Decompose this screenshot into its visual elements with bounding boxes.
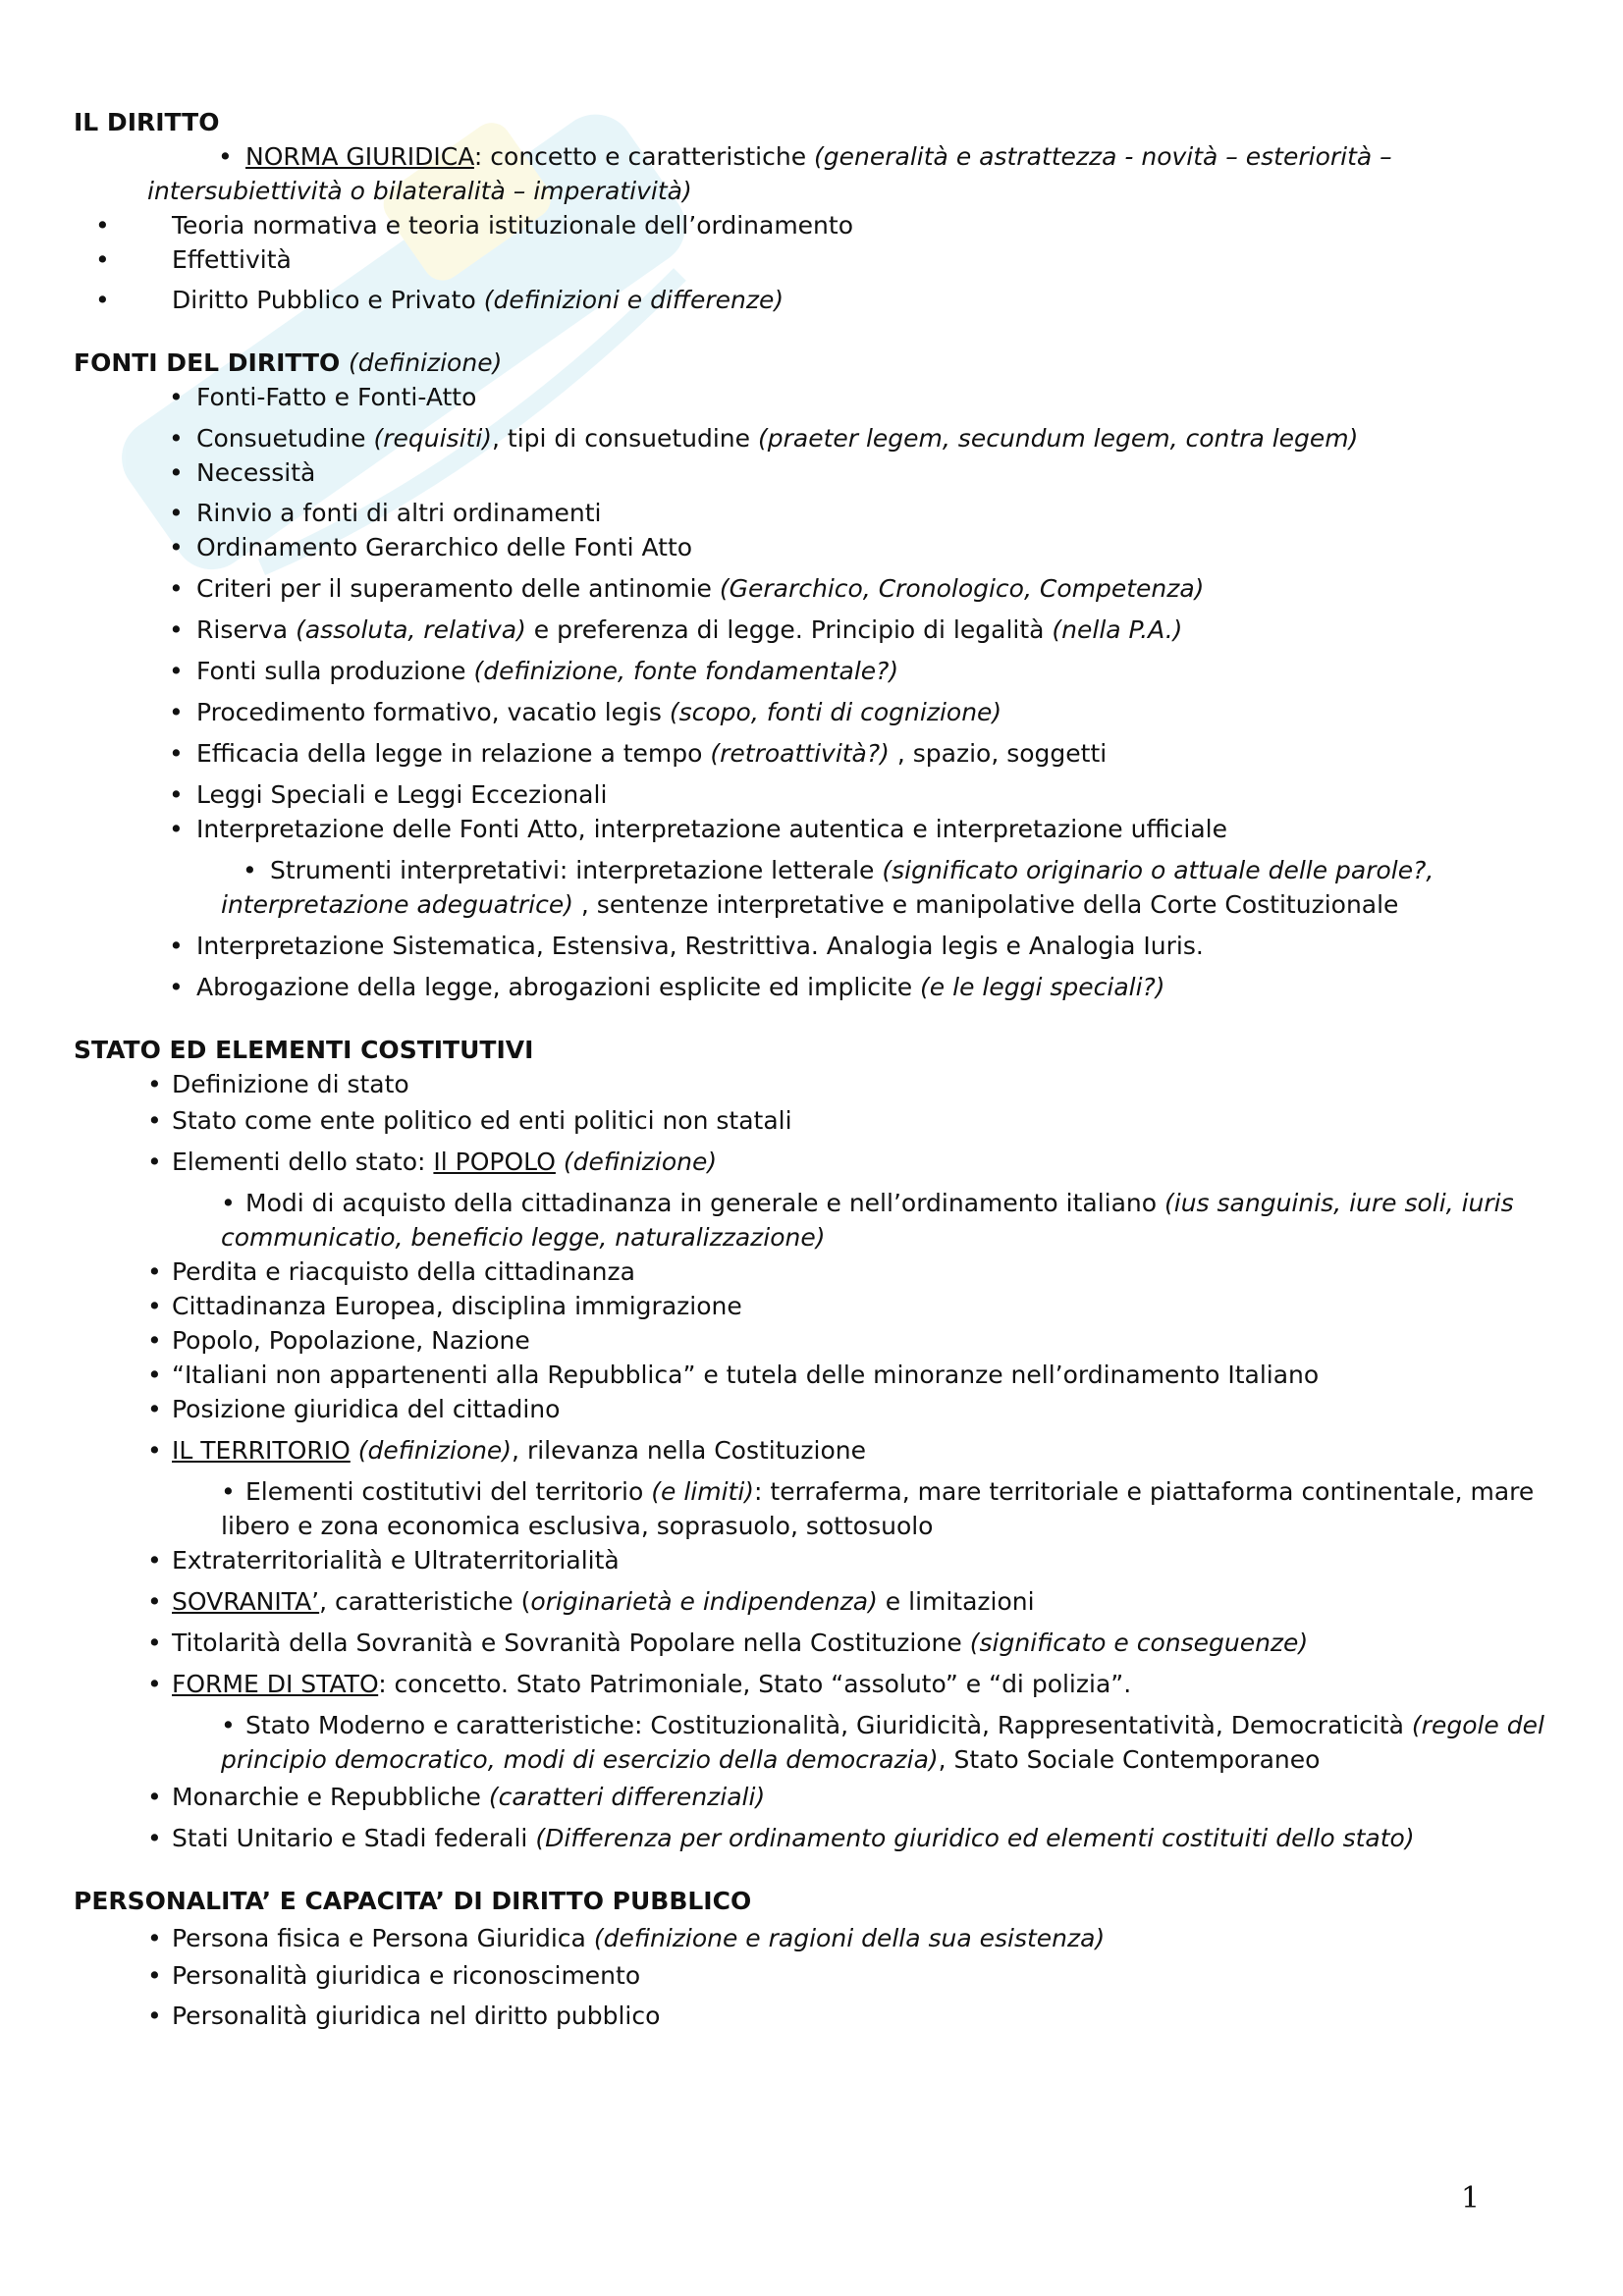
list-item: • Stati Unitario e Stadi federali (Differenza per ordinamento giuridico ed elementi costituiti dello stato) <box>147 1824 1415 1852</box>
list-item: • Interpretazione delle Fonti Atto, interpretazione autentica e interpretazione ufficiale <box>169 815 1227 843</box>
list-item: • Strumenti interpretativi: interpretazione letterale (significato originario o attuale delle parole?, interpretazione adeguatrice) , sentenze interpretative e manipolative della Corte Costituzionale <box>221 856 1434 919</box>
list-item: • Riserva (assoluta, relativa) e preferenza di legge. Principio di legalità (nella P.A.) <box>169 615 1183 644</box>
list-item: • Interpretazione Sistematica, Estensiva, Restrittiva. Analogia legis e Analogia Iuris. <box>169 932 1204 960</box>
list-item: • SOVRANITA’, caratteristiche (originarietà e indipendenza) e limitazioni <box>147 1587 1035 1616</box>
list-item: • Fonti-Fatto e Fonti-Atto <box>169 383 477 411</box>
list-item: • Leggi Speciali e Leggi Eccezionali <box>169 780 608 809</box>
list-item: • Criteri per il superamento delle antinomie (Gerarchico, Cronologico, Competenza) <box>169 574 1205 603</box>
list-item: • Elementi costitutivi del territorio (e limiti): terraferma, mare territoriale e piattaforma continentale, mare libero e zona economica esclusiva, soprasuolo, sottosuolo <box>221 1477 1535 1540</box>
section-fonti-del-diritto <box>74 347 1546 1004</box>
section-title: PERSONALITA’ E CAPACITA’ DI DIRITTO PUBBLICO <box>74 1887 752 1915</box>
list-item: • Procedimento formativo, vacatio legis (scopo, fonti di cognizione) <box>169 698 1002 726</box>
list-item: • Cittadinanza Europea, disciplina immigrazione <box>147 1292 742 1320</box>
list-item: • FORME DI STATO: concetto. Stato Patrimoniale, Stato “assoluto” e “di polizia”. <box>147 1670 1132 1698</box>
list-item: • Stato come ente politico ed enti politici non statali <box>147 1106 792 1135</box>
list-item: • Rinvio a fonti di altri ordinamenti <box>169 499 602 527</box>
list-item: • Elementi dello stato: Il POPOLO (definizione) <box>147 1148 718 1176</box>
list-item: • Extraterritorialità e Ultraterritorialità <box>147 1546 620 1575</box>
document-page <box>74 106 1546 2062</box>
list-item: • Stato Moderno e caratteristiche: Costituzionalità, Giuridicità, Rappresentatività, Democraticità (regole del principio democratico, modi di esercizio della democrazia), Stato Sociale Contemporaneo <box>221 1711 1544 1774</box>
list-item: • Diritto Pubblico e Privato (definizioni e differenze) <box>95 286 784 314</box>
section-il-diritto <box>74 106 1546 317</box>
section-stato-ed-elementi-costitutivi <box>74 1034 1546 1855</box>
list-item: • Necessità <box>169 458 316 487</box>
list-item: • Consuetudine (requisiti), tipi di consuetudine (praeter legem, secundum legem, contra legem) <box>169 424 1359 453</box>
list-item: • Posizione giuridica del cittadino <box>147 1395 561 1423</box>
list-item: • Teoria normativa e teoria istituzionale dell’ordinamento <box>95 211 853 240</box>
list-item: • Efficacia della legge in relazione a tempo (retroattività?) , spazio, soggetti <box>169 739 1108 768</box>
list-item: • Modi di acquisto della cittadinanza in generale e nell’ordinamento italiano (ius sanguinis, iure soli, iuris communicatio, beneficio legge, naturalizzazione) <box>221 1189 1514 1252</box>
list-item: • Titolarità della Sovranità e Sovranità Popolare nella Costituzione (significato e conseguenze) <box>147 1629 1309 1657</box>
section-title: FONTI DEL DIRITTO (definizione) <box>74 348 503 377</box>
list-item: • NORMA GIURIDICA: concetto e caratteristiche (generalità e astrattezza - novità – esteriorità – intersubiettività o bilateralità – imperatività) <box>147 142 1392 205</box>
list-item: • Ordinamento Gerarchico delle Fonti Atto <box>169 533 693 561</box>
list-item: • Effettività <box>95 245 292 274</box>
section-title: IL DIRITTO <box>74 108 220 136</box>
list-item: • Fonti sulla produzione (definizione, fonte fondamentale?) <box>169 657 899 685</box>
list-item: • Personalità giuridica nel diritto pubblico <box>147 2002 661 2030</box>
section-title: STATO ED ELEMENTI COSTITUTIVI <box>74 1036 534 1064</box>
section-personalita-e-capacita <box>74 1885 1546 2033</box>
list-item: • Monarchie e Repubbliche (caratteri differenziali) <box>147 1783 766 1811</box>
list-item: • Popolo, Popolazione, Nazione <box>147 1326 530 1355</box>
list-item: • Persona fisica e Persona Giuridica (definizione e ragioni della sua esistenza) <box>147 1924 1106 1952</box>
list-item: • IL TERRITORIO (definizione), rilevanza nella Costituzione <box>147 1436 866 1465</box>
list-item: • “Italiani non appartenenti alla Repubblica” e tutela delle minoranze nell’ordinamento Italiano <box>147 1361 1320 1389</box>
list-item: • Definizione di stato <box>147 1070 409 1098</box>
list-item: • Personalità giuridica e riconoscimento <box>147 1961 641 1990</box>
list-item: • Perdita e riacquisto della cittadinanza <box>147 1257 635 1286</box>
page-number: 1 <box>1461 2181 1481 2216</box>
list-item: • Abrogazione della legge, abrogazioni esplicite ed implicite (e le leggi speciali?) <box>169 973 1165 1001</box>
